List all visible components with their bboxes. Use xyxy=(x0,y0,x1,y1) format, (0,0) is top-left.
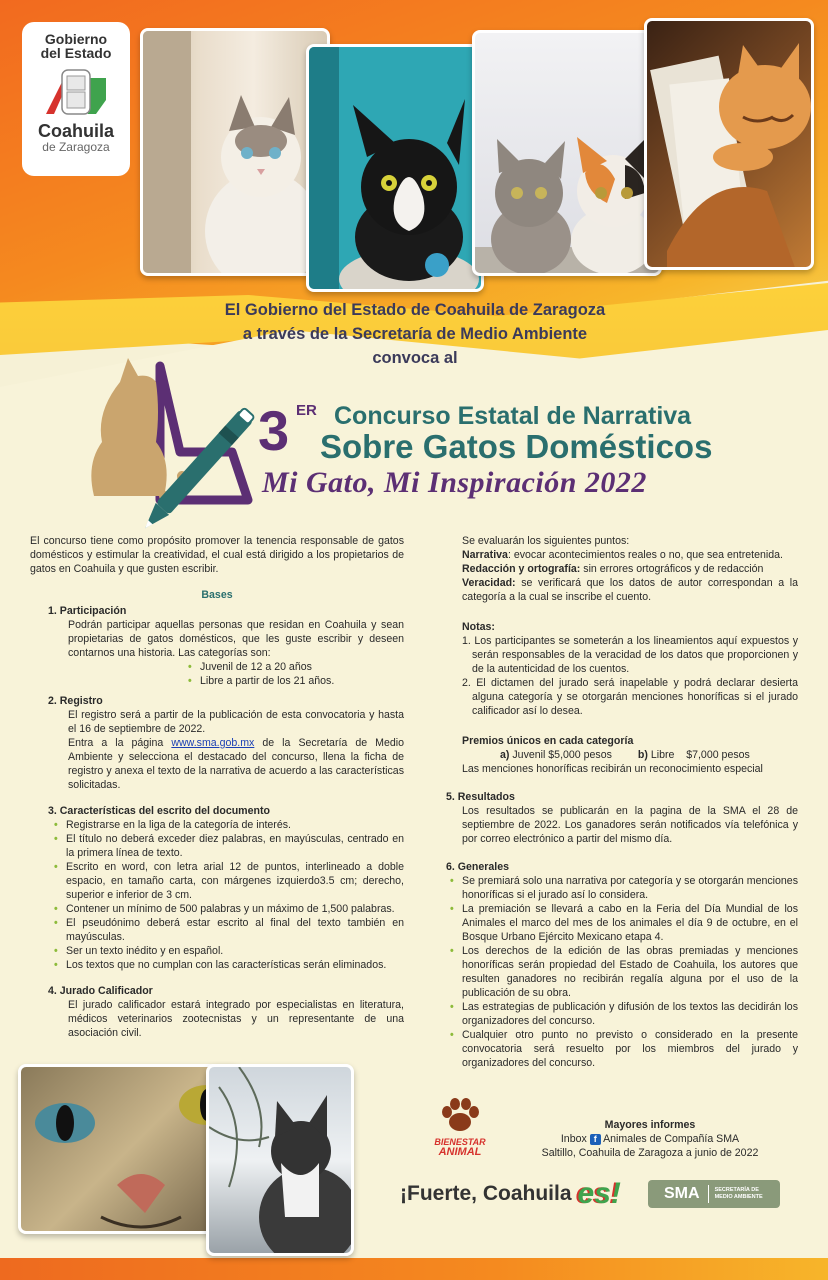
more-info-title: Mayores informes xyxy=(604,1119,696,1131)
edition-number: 3 xyxy=(258,399,290,462)
photo-siamese-kitten xyxy=(140,28,330,276)
left-column xyxy=(30,534,404,1040)
prizes-title: Premios únicos en cada categoría xyxy=(462,735,634,747)
bienestar-animal-logo xyxy=(430,1098,490,1160)
sma-website-link[interactable]: www.sma.gob.mx xyxy=(171,737,255,749)
slogan-es: es! xyxy=(577,1177,621,1210)
bienestar-line2: ANIMAL xyxy=(438,1146,482,1158)
sma-sub-2: MEDIO AMBIENTE xyxy=(714,1194,763,1200)
footer-orange-band xyxy=(0,1258,828,1280)
logo-line1: Gobierno xyxy=(44,31,108,47)
intro-paragraph: El concurso tiene como propósito promover la tenencia responsable de gatos domésticos y estimular la creatividad, el cual está dirigido a los propietarios de gatos en Coahuila y que gusten escribir. xyxy=(30,535,404,575)
general-item: • Cualquier otro punto no previsto o considerado en la presente convocatoria será resuelto por los miembros del jurado y organizadores del concurso. xyxy=(448,1028,798,1070)
fuerte-coahuila-slogan xyxy=(400,1176,621,1212)
note-item: 2. El dictamen del jurado será inapelable y podrá declarar desierta alguna categoría y se otorgarán menciones honoríficas si el jurado calificador así lo desea. xyxy=(462,677,798,717)
registration-dates: El registro será a partir de la publicación de esta convocatoria y hasta el 16 de septiembre de 2022. xyxy=(68,709,404,735)
characteristics-item: • Escrito en word, con letra arial 12 de puntos, interlineado a doble espacio, en tamaño carta, con márgenes izquierdo3.5 cm; derecho, superior e inferior de 3 cm. xyxy=(52,860,404,902)
title-line-2: Sobre Gatos Domésticos xyxy=(320,428,713,465)
category-item: • Juvenil de 12 a 20 años xyxy=(186,660,404,674)
photo-orange-cat-books xyxy=(644,18,814,270)
government-logo xyxy=(22,22,130,176)
prizes-note: Las menciones honoríficas recibirán un reconocimiento especial xyxy=(462,763,763,775)
intro-line-3: convoca al xyxy=(372,349,458,367)
general-item: • La premiación se llevará a cabo en la Feria del Día Mundial de los Animales el marco del mes de los animales el día 9 de octubre, en el Bosque Urbano Ejército Mexicano etapa 4. xyxy=(448,902,798,944)
sma-sub-1: SECRETARÍA DE xyxy=(714,1187,759,1193)
prize-row: a) Juvenil $5,000 pesos b) Libre $7,000 pesos xyxy=(500,749,750,761)
edition-ordinal: ER xyxy=(296,402,317,419)
registration-instructions: Entra a la página www.sma.gob.mx de la Secretaría de Medio Ambiente y selecciona el destacado del concurso, llena la ficha de registro y anexa el texto de la narrativa de acuerdo a las características solicitadas. xyxy=(68,737,404,791)
intro-line-2: a través de la Secretaría de Medio Ambiente xyxy=(242,325,588,343)
sma-logo xyxy=(648,1180,780,1208)
contact-info xyxy=(500,1118,800,1160)
section-results-text: Los resultados se publicarán en la pagina de la SMA el 28 de septiembre de 2022. Los ganadores serán notificados vía telefónica y por correo electrónico a partir del mismo día. xyxy=(462,805,798,845)
section-participation-text: Podrán participar aquellas personas que residan en Coahuila y sean propietarias de gatos domésticos, que les guste escribir y deseen contarnos una historia. Las categorías son: xyxy=(68,619,404,659)
coat-of-arms-icon xyxy=(46,64,106,120)
characteristics-item: • Los textos que no cumplan con las características serán eliminados. xyxy=(52,958,404,972)
section-general-title: 6. Generales xyxy=(446,861,510,873)
logo-line2: del Estado xyxy=(40,45,112,61)
facebook-icon: f xyxy=(590,1134,601,1145)
slogan-text: ¡Fuerte, Coahuila xyxy=(400,1182,572,1205)
photo-two-kittens xyxy=(472,30,662,276)
section-jury-title: 4. Jurado Calificador xyxy=(48,985,153,997)
section-registration-title: 2. Registro xyxy=(48,695,103,707)
evaluation-item: Redacción y ortografía: sin errores ortográficos y de redacción xyxy=(462,563,764,575)
logo-line3: Coahuila xyxy=(37,121,114,141)
sma-acronym: SMA xyxy=(648,1185,709,1203)
right-column xyxy=(446,534,798,1070)
prize-juvenil: Juvenil $5,000 pesos xyxy=(512,749,612,761)
prize-libre: Libre $7,000 pesos xyxy=(650,749,750,761)
category-item: • Libre a partir de los 21 años. xyxy=(186,674,404,688)
section-jury-text: El jurado calificador estará integrado por especialistas en literatura, médicos veterinarios zootecnistas y un representante de una asociación civil. xyxy=(68,999,404,1039)
facebook-page-link[interactable]: Animales de Compañía SMA xyxy=(603,1133,740,1145)
evaluation-intro: Se evaluarán los siguientes puntos: xyxy=(462,535,630,547)
bienestar-line1: BIENESTAR xyxy=(434,1137,486,1147)
evaluation-item: Veracidad: se verificará que los datos de autor correspondan a la categoría a la cual se inscribe el cuento. xyxy=(462,577,798,603)
section-results-title: 5. Resultados xyxy=(446,791,515,803)
title-line-1: Concurso Estatal de Narrativa xyxy=(334,402,692,430)
characteristics-item: • Ser un texto inédito y en español. xyxy=(52,944,404,958)
characteristics-item: • Contener un mínimo de 500 palabras y un máximo de 1,500 palabras. xyxy=(52,902,404,916)
bases-heading: Bases xyxy=(201,589,233,601)
general-item: • Las estrategias de publicación y difusión de los textos las decidirán los organizadores del concurso. xyxy=(448,1000,798,1028)
evaluation-item: Narrativa: evocar acontecimientos reales o no, que sea entretenida. xyxy=(462,549,783,561)
general-item: • Los derechos de la edición de las obras premiadas y menciones honoríficas serán propiedad del Estado de Coahuila, los autores que resulten ganadores no recibirán regalía alguna por el uso de la publicación de su obra. xyxy=(448,944,798,1000)
photo-tuxedo-cat xyxy=(306,44,484,292)
facebook-contact: Inbox f Animales de Compañía SMA xyxy=(560,1133,740,1145)
place-date: Saltillo, Coahuila de Zaragoza a junio de 2022 xyxy=(541,1147,759,1159)
logo-line4: de Zaragoza xyxy=(42,140,110,154)
paw-icon xyxy=(440,1098,480,1132)
characteristics-item: • El título no deberá exceder diez palabras, en mayúsculas, centrado en la primera línea de texto. xyxy=(52,832,404,860)
title-line-3: Mi Gato, Mi Inspiración 2022 xyxy=(262,466,647,499)
notes-title: Notas: xyxy=(462,621,495,633)
general-item: • Se premiará solo una narrativa por categoría y se otorgarán menciones honoríficas si el jurado así lo considera. xyxy=(448,874,798,902)
section-participation-title: 1. Participación xyxy=(48,605,127,617)
section-characteristics-title: 3. Características del escrito del documento xyxy=(48,805,270,817)
characteristics-item: • Registrarse en la liga de la categoría de interés. xyxy=(52,818,404,832)
photo-cat-window xyxy=(206,1064,354,1256)
intro-line-1: El Gobierno del Estado de Coahuila de Zaragoza xyxy=(224,301,606,319)
note-item: 1. Los participantes se someterán a los lineamientos aquí expuestos y serán responsables de la veracidad de los datos que proporcionen y de la autenticidad de los cuentos. xyxy=(462,635,798,675)
characteristics-item: • El pseudónimo deberá estar escrito al final del texto también en mayúsculas. xyxy=(52,916,404,944)
cat-writing-illustration xyxy=(86,352,266,532)
